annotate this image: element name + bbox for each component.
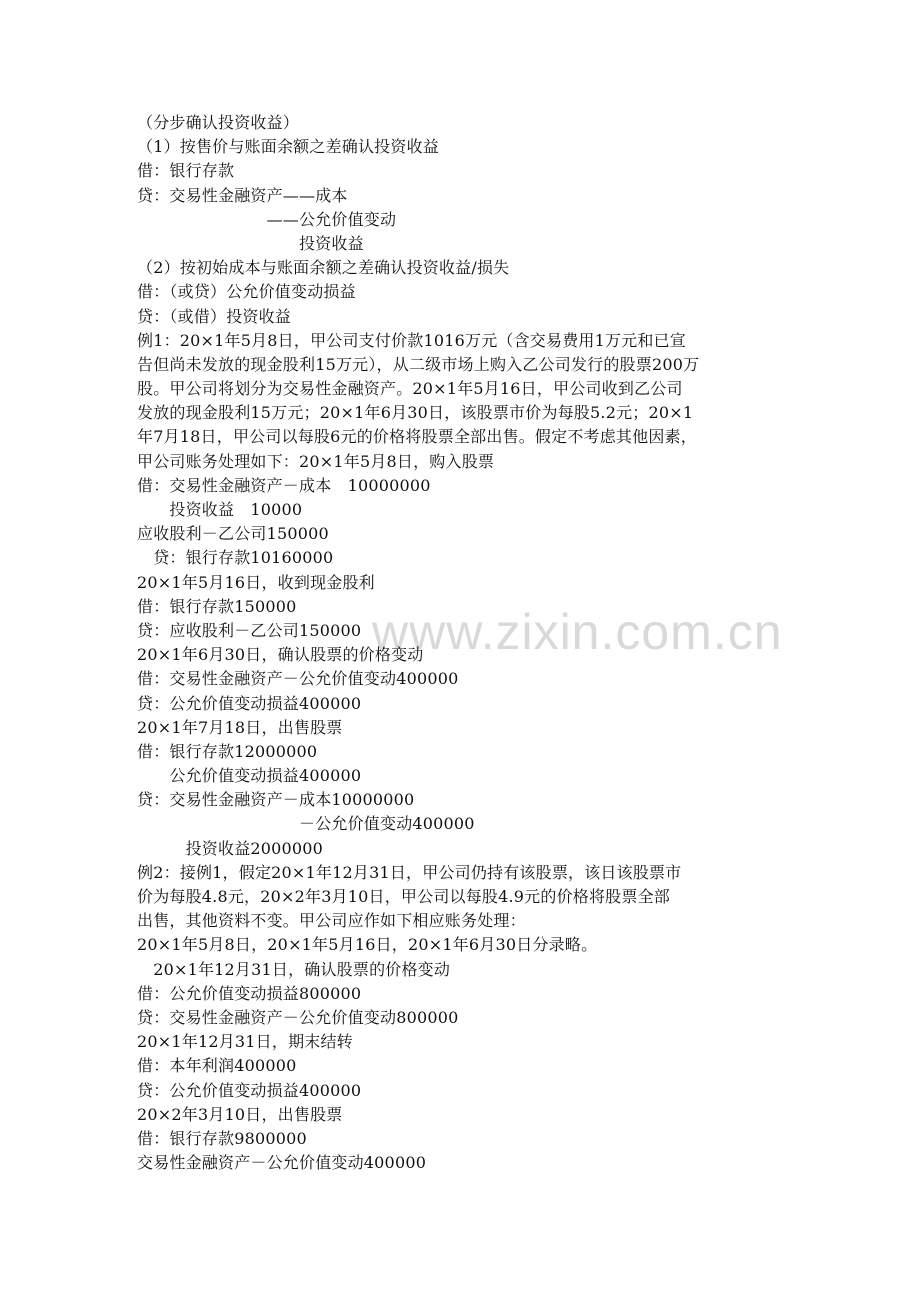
text-line: 贷：交易性金融资产－成本10000000 <box>137 790 415 810</box>
text-line: ——公允价值变动 <box>137 209 397 229</box>
watermark: www.zixin.com.cn <box>372 604 783 660</box>
text-line: 借：本年利润400000 <box>137 1056 297 1076</box>
text-line: 投资收益 10000 <box>137 500 303 519</box>
text-line: 借：交易性金融资产－公允价值变动400000 <box>137 669 459 689</box>
text-line: （分步确认投资收益） <box>137 113 300 132</box>
text-line: 20×2年3月10日，出售股票 <box>137 1104 343 1124</box>
text-line: 例2：接例1，假定20×1年12月31日，甲公司仍持有该股票，该日该股票市 <box>137 862 682 882</box>
text-line: 20×1年5月16日，收到现金股利 <box>137 572 375 592</box>
text-line: 贷：（或借）投资收益 <box>137 306 292 326</box>
text-line: 例1：20×1年5月8日，甲公司支付价款1016万元（含交易费用1万元和已宣 <box>137 330 686 350</box>
text-line: 借：银行存款12000000 <box>137 741 318 761</box>
text-line: －公允价值变动400000 <box>137 814 475 834</box>
text-line: 20×1年12月31日，确认股票的价格变动 <box>137 959 451 979</box>
text-line: 20×1年6月30日，确认股票的价格变动 <box>137 645 424 665</box>
text-line: 借：（或贷）公允价值变动损益 <box>137 282 356 302</box>
text-line: 应收股利－乙公司150000 <box>137 524 329 544</box>
text-line: 交易性金融资产－公允价值变动400000 <box>137 1153 427 1173</box>
text-line: 借：银行存款150000 <box>137 596 297 616</box>
text-line: 公允价值变动损益400000 <box>137 766 362 786</box>
text-line: 投资收益 <box>137 233 364 253</box>
text-line: 借：公允价值变动损益800000 <box>137 983 362 1003</box>
text-line: 借：银行存款 <box>137 161 235 181</box>
text-line: 贷：交易性金融资产－公允价值变动800000 <box>137 1007 459 1027</box>
text-line: 甲公司账务处理如下：20×1年5月8日，购入股票 <box>137 451 495 471</box>
text-line: （2）按初始成本与账面余额之差确认投资收益/损失 <box>137 258 510 278</box>
text-line: 贷：银行存款10160000 <box>137 548 334 568</box>
text-line: （1）按售价与账面余额之差确认投资收益 <box>137 137 439 157</box>
text-line: 贷：公允价值变动损益400000 <box>137 1080 362 1100</box>
document-body <box>137 111 787 1175</box>
text-line: 价为每股4.8元，20×2年3月10日，甲公司以每股4.9元的价格将股票全部 <box>137 887 670 906</box>
text-line: 股。甲公司将划分为交易性金融资产。20×1年5月16日，甲公司收到乙公司 <box>137 379 683 399</box>
text-line: 20×1年5月8日，20×1年5月16日，20×1年6月30日分录略。 <box>137 935 598 955</box>
text-line: 贷：应收股利－乙公司150000 <box>137 620 362 640</box>
text-line: 借：银行存款9800000 <box>137 1128 307 1148</box>
text-line: 贷：交易性金融资产——成本 <box>137 185 348 205</box>
text-line: 20×1年7月18日，出售股票 <box>137 717 343 737</box>
text-line: 年7月18日，甲公司以每股6元的价格将股票全部出售。假定不考虑其他因素， <box>137 427 697 447</box>
text-line: 投资收益2000000 <box>137 838 324 858</box>
text-line: 贷：公允价值变动损益400000 <box>137 693 362 713</box>
text-line: 告但尚未发放的现金股利15万元），从二级市场上购入乙公司发行的股票200万 <box>137 354 700 374</box>
text-line: 借：交易性金融资产－成本 10000000 <box>137 475 431 495</box>
text-line: 发放的现金股利15万元；20×1年6月30日，该股票市价为每股5.2元；20×1 <box>137 403 694 423</box>
text-line: 20×1年12月31日，期末结转 <box>137 1032 353 1052</box>
text-line: 出售，其他资料不变。甲公司应作如下相应账务处理： <box>137 911 526 931</box>
